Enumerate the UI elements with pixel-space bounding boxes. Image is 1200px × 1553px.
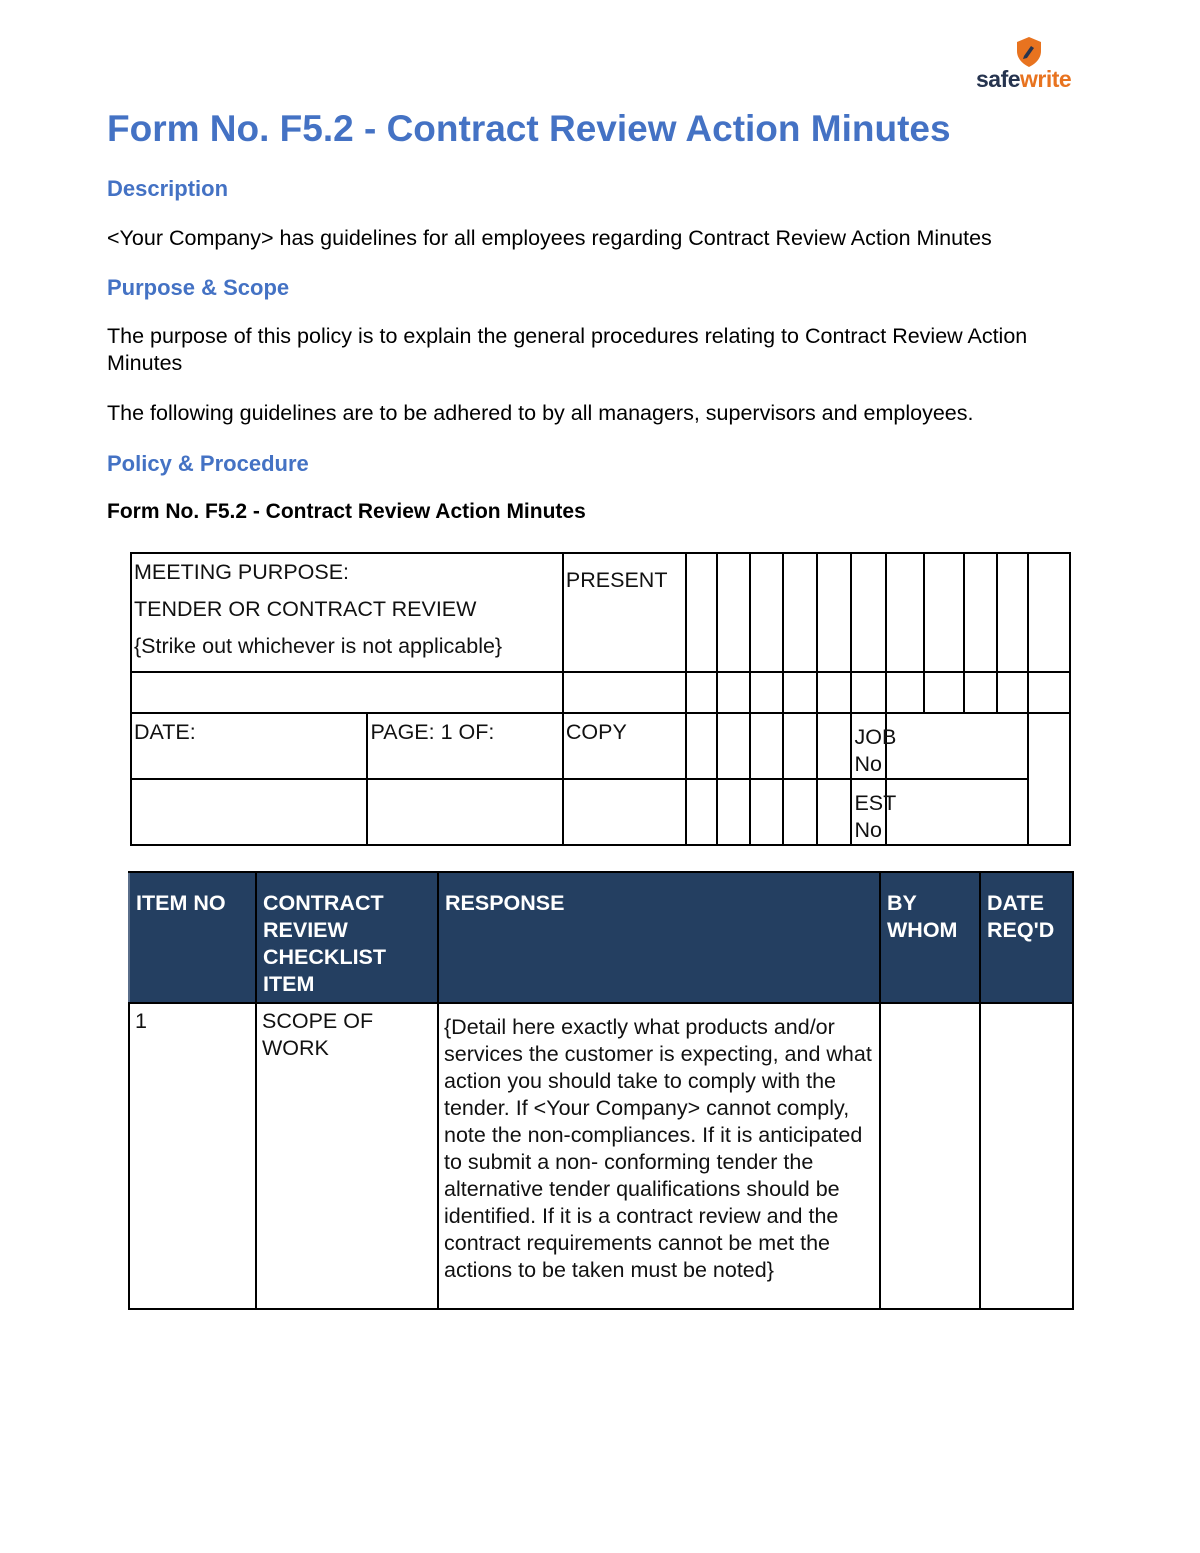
present-cell[interactable] — [851, 553, 885, 672]
copy-cell[interactable] — [783, 779, 817, 845]
present-cell[interactable] — [717, 672, 750, 713]
form-subtitle: Form No. F5.2 - Contract Review Action Minutes — [107, 500, 586, 523]
checklist-header-row — [129, 872, 1073, 1003]
present-cell[interactable] — [964, 672, 997, 713]
est-no-label — [851, 779, 896, 845]
checklist-item-cell[interactable]: SCOPE OF WORK — [256, 1003, 438, 1309]
logo-text-safe: safe — [976, 66, 1021, 92]
present-cell[interactable] — [997, 672, 1028, 713]
present-cell[interactable] — [817, 672, 851, 713]
present-cell[interactable] — [686, 553, 717, 672]
copy-value[interactable] — [563, 779, 686, 845]
copy-cell[interactable] — [750, 779, 783, 845]
present-cell[interactable] — [1028, 672, 1070, 713]
present-cell[interactable] — [717, 553, 750, 672]
safewrite-logo — [968, 36, 1088, 96]
checklist-table — [128, 871, 1074, 1310]
present-cell[interactable] — [964, 553, 997, 672]
item-no-cell[interactable]: 1 — [129, 1003, 256, 1309]
header-response: RESPONSE — [438, 872, 880, 1003]
table-row — [129, 1003, 1073, 1309]
present-cell[interactable] — [1028, 553, 1070, 672]
purpose-text: The purpose of this policy is to explain the general procedures relating to Contract Review Action Minutes — [107, 324, 1028, 375]
copy-cell[interactable] — [750, 713, 783, 779]
present-cell[interactable] — [750, 672, 783, 713]
copy-cell[interactable] — [686, 713, 717, 779]
job-no-label — [851, 713, 897, 779]
job-no-value[interactable] — [886, 713, 1028, 779]
copy-cell[interactable] — [717, 713, 750, 779]
page-title: Form No. F5.2 - Contract Review Action Minutes — [107, 108, 951, 149]
present-cell[interactable] — [750, 553, 783, 672]
meeting-purpose-cell[interactable] — [131, 553, 563, 672]
policy-heading: Policy & Procedure — [107, 451, 309, 476]
copy-cell[interactable] — [717, 779, 750, 845]
present-cell[interactable] — [817, 553, 851, 672]
present-cell[interactable] — [886, 553, 924, 672]
present-cell[interactable] — [924, 553, 964, 672]
meeting-row-date — [131, 713, 1070, 779]
page-value[interactable] — [367, 779, 562, 845]
present-cell[interactable] — [997, 553, 1028, 672]
header-date-reqd: DATE REQ'D — [980, 872, 1073, 1003]
meeting-purpose-label: MEETING PURPOSE: — [134, 560, 350, 584]
date-reqd-cell[interactable] — [980, 1003, 1073, 1309]
description-heading: Description — [107, 176, 229, 201]
guidelines-text: The following guidelines are to be adhered to by all managers, supervisors and employees. — [107, 401, 974, 425]
present-cell[interactable] — [886, 672, 924, 713]
meeting-table — [130, 552, 1071, 846]
present-entry-cell[interactable] — [563, 672, 686, 713]
est-no-label-text: EST No — [854, 791, 896, 842]
date-value[interactable] — [131, 779, 367, 845]
copy-cell[interactable] — [783, 713, 817, 779]
page-label — [367, 713, 562, 779]
copy-cell[interactable] — [817, 779, 851, 845]
header-item-no: ITEM NO — [129, 872, 256, 1003]
logo-text-write: write — [1020, 66, 1072, 92]
present-cell[interactable] — [686, 672, 717, 713]
purpose-heading: Purpose & Scope — [107, 275, 290, 300]
description-text: <Your Company> has guidelines for all employees regarding Contract Review Action Minutes — [107, 226, 992, 250]
est-no-value[interactable] — [886, 779, 1028, 845]
copy-label-text: COPY — [565, 720, 627, 744]
purpose-entry-cell[interactable] — [131, 672, 563, 713]
present-label-text: PRESENT — [565, 568, 668, 592]
present-cell[interactable] — [783, 672, 817, 713]
present-cell[interactable] — [851, 672, 885, 713]
present-cell[interactable] — [924, 672, 964, 713]
meeting-purpose-type: TENDER OR CONTRACT REVIEW — [134, 597, 477, 621]
present-label — [563, 553, 686, 672]
job-no-label-text: JOB No — [854, 725, 897, 776]
shield-icon — [1014, 36, 1044, 68]
logo-wordmark — [976, 66, 1071, 93]
meeting-purpose-note: {Strike out whichever is not applicable} — [134, 634, 503, 658]
header-checklist-item: CONTRACT REVIEW CHECKLIST ITEM — [256, 872, 438, 1003]
copy-cell[interactable] — [686, 779, 717, 845]
date-label — [131, 713, 367, 779]
copy-label — [563, 713, 686, 779]
date-label-text: DATE: — [134, 720, 196, 744]
meeting-row-purpose — [131, 553, 1070, 672]
meeting-row-present-entry — [131, 672, 1070, 713]
response-cell[interactable]: {Detail here exactly what products and/or services the customer is expecting, and what action you should take to comply with the tender. If <Your Company> cannot comply, note the non-compliances. If it is anticipated to submit a non- conforming tender the alternative tender qualifications should be identified. If it is a contract review and the contract requirements cannot be met the actions to be taken must be noted} — [438, 1003, 880, 1309]
by-whom-cell[interactable] — [880, 1003, 980, 1309]
meeting-row-entries — [131, 779, 1070, 845]
present-cell[interactable] — [783, 553, 817, 672]
copy-cell[interactable] — [817, 713, 851, 779]
page-label-text: PAGE: 1 OF: — [370, 720, 495, 744]
header-by-whom: BY WHOM — [880, 872, 980, 1003]
